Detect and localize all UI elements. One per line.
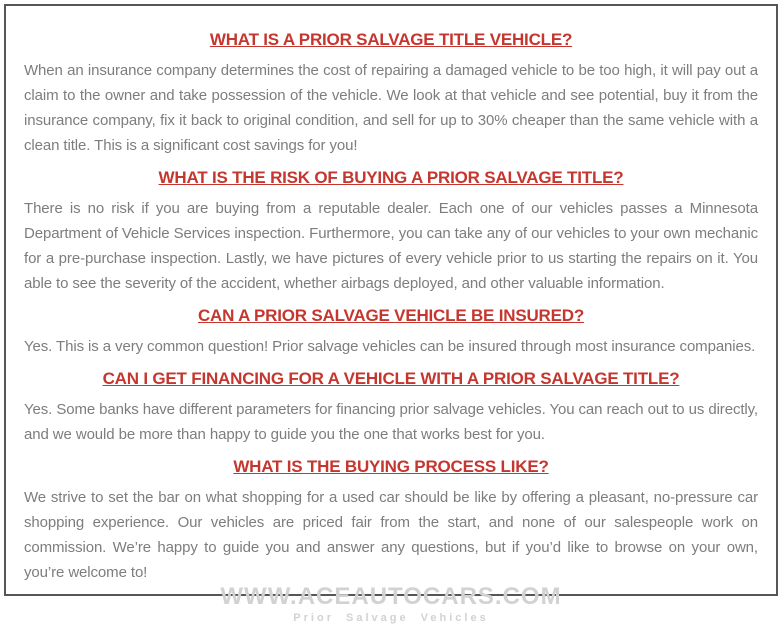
faq-section-financing bbox=[24, 359, 758, 447]
faq-question: CAN A PRIOR SALVAGE VEHICLE BE INSURED? bbox=[24, 306, 758, 326]
faq-question: CAN I GET FINANCING FOR A VEHICLE WITH A PRIOR SALVAGE TITLE? bbox=[24, 369, 758, 389]
faq-question: WHAT IS THE RISK OF BUYING A PRIOR SALVAGE TITLE? bbox=[24, 168, 758, 188]
faq-answer: Yes. This is a very common question! Prior salvage vehicles can be insured through most insurance companies. bbox=[24, 334, 758, 359]
faq-answer: We strive to set the bar on what shopping for a used car should be like by offering a pleasant, no-pressure car shopping experience. Our vehicles are priced fair from the start, and none of our salespeople work on commission. We’re happy to guide you and answer any questions, but if you’d like to browse on your own, you’re welcome to! bbox=[24, 485, 758, 585]
faq-answer: When an insurance company determines the cost of repairing a damaged vehicle to be too high, it will pay out a claim to the owner and take possession of the vehicle. We look at that vehicle and see potential, buy it from the insurance company, fix it back to original condition, and sell for up to 30% cheaper than the same vehicle with a clean title. This is a significant cost savings for you! bbox=[24, 58, 758, 158]
faq-question: WHAT IS A PRIOR SALVAGE TITLE VEHICLE? bbox=[24, 30, 758, 50]
footer-website-text: WWW.ACEAUTOCARS.COM bbox=[24, 585, 758, 609]
footer-tagline-text: Prior Salvage Vehicles bbox=[24, 611, 758, 625]
footer-logo bbox=[24, 585, 758, 629]
faq-page bbox=[6, 6, 776, 594]
faq-section-what-is-prior-salvage bbox=[24, 16, 758, 158]
faq-question: WHAT IS THE BUYING PROCESS LIKE? bbox=[24, 457, 758, 477]
faq-answer: There is no risk if you are buying from a reputable dealer. Each one of our vehicles passes a Minnesota Department of Vehicle Services inspection. Furthermore, you can take any of our vehicles to your own mechanic for a pre-purchase inspection. Lastly, we have pictures of every vehicle prior to us starting the repairs on it. You able to see the severity of the accident, whether airbags deployed, and other valuable information. bbox=[24, 196, 758, 296]
faq-section-risk-of-buying bbox=[24, 158, 758, 296]
faq-answer: Yes. Some banks have different parameters for financing prior salvage vehicles. You can reach out to us directly, and we would be more than happy to guide you the one that works best for you. bbox=[24, 397, 758, 447]
faq-section-can-be-insured bbox=[24, 296, 758, 359]
faq-section-buying-process bbox=[24, 447, 758, 585]
